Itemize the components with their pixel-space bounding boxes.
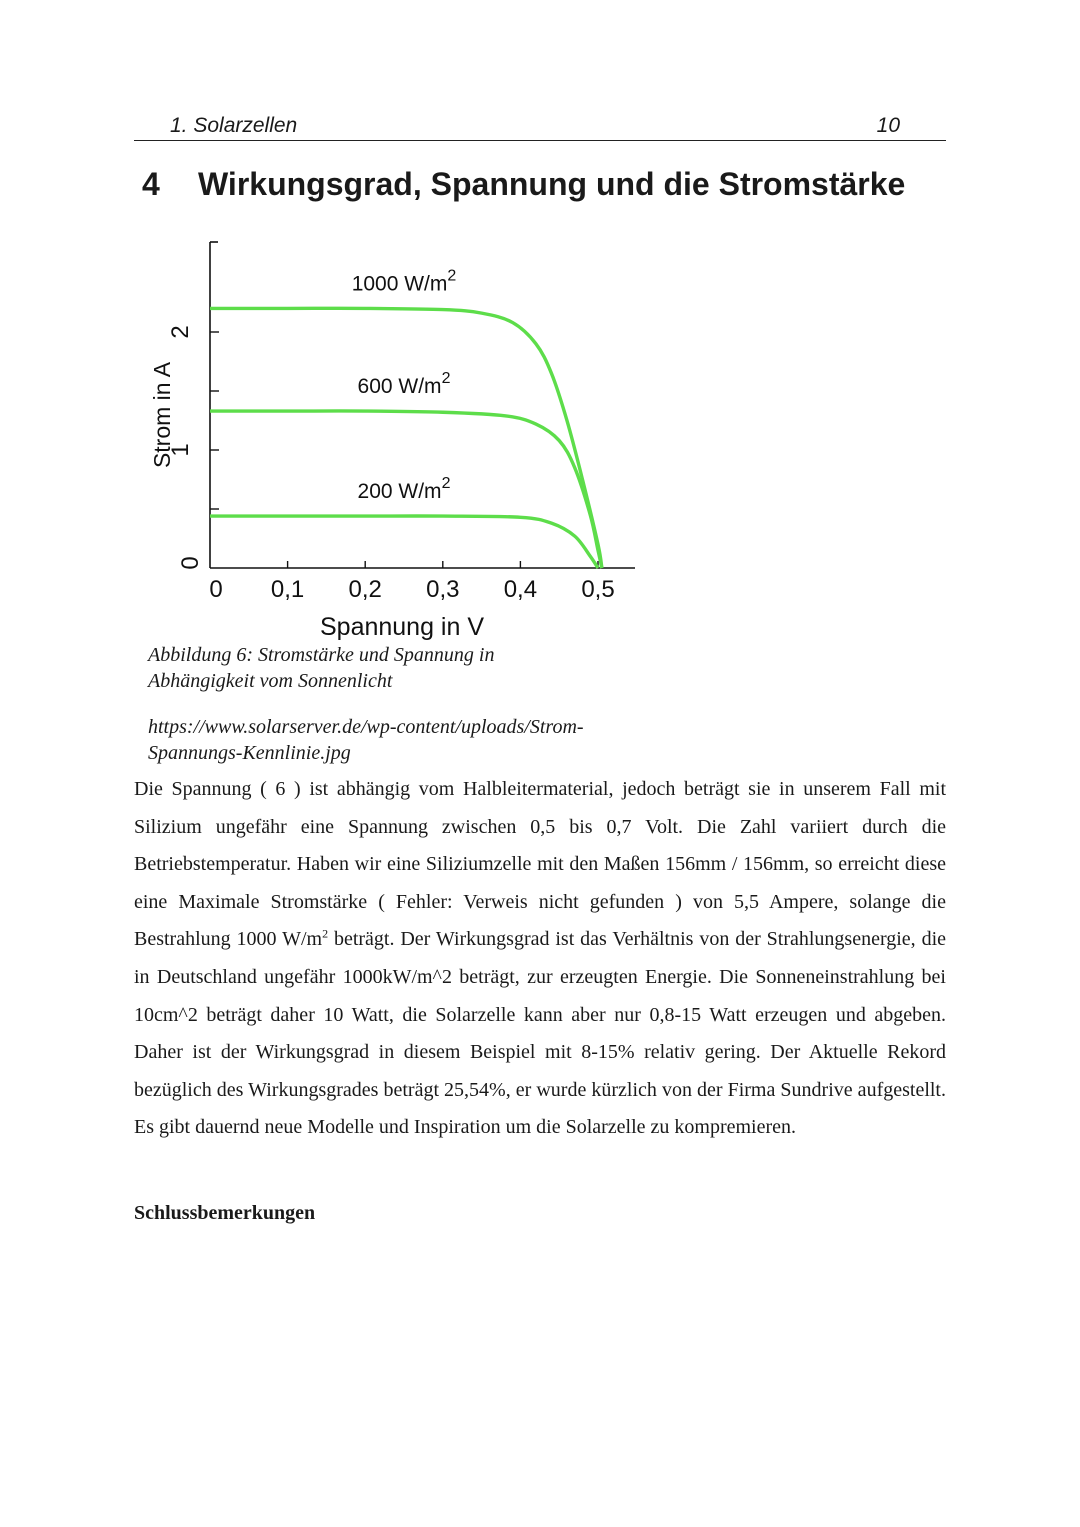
y-tick-label: 2 [167,325,194,339]
x-tick-label: 0,4 [503,576,538,603]
body-paragraph [134,771,946,1147]
y-axis-label: Strom in A [149,361,175,469]
x-tick-label: 0 [209,576,223,603]
curve-label: 200 $W/m^2$ [357,475,451,504]
x-tick-label: 0,5 [581,576,615,603]
body-text-part1: Die Spannung ( 6 ) ist abhängig vom Halbleitermaterial, jedoch beträgt sie in unserem Fall mit Silizium ungefähr eine Spannung zwischen 0,5 bis 0,7 Volt. Die Zahl variiert durch die Betriebstemperatur. Haben wir eine Siliziumzelle mit den Maßen 156mm / 156mm, so erreicht diese eine Maximale Stromstärke ( Fehler: Verweis nicht gefunden ) von 5,5 Ampere, solange die Bestrahlung 1000 W/m [134,778,946,951]
curve-label: 1000 $W/m^2$ [351,267,457,296]
y-tick-label: 1 [167,443,194,457]
section-title: Wirkungsgrad, Spannung und die Stromstärke [198,166,906,202]
figure-source-url: https://www.solarserver.de/wp-content/uploads/Strom-Spannungs-Kennlinie.jpg [148,716,584,764]
irradiance-curve [210,308,602,568]
body-text-part2: beträgt. Der Wirkungsgrad ist das Verhältnis von der Strahlungsenergie, die in Deutschland ungefähr 1000kW/m^2 beträgt, zur erzeugten Energie. Die Sonneneinstrahlung bei 10cm^2 beträgt daher 10 Watt, die Solarzelle kann aber nur 0,8-15 Watt erzeugen und abgeben. Daher ist der Wirkungsgrad in diesem Beispiel mit 8-15% relativ gering. Der Aktuelle Rekord bezüglich des Wirkungsgrades beträgt 25,54%, er wurde kürzlich von der Firma Sundrive aufgestellt. Es gibt dauernd neue Modelle und Inspiration um die Solarzelle zu kompremieren. [134,928,947,1139]
body-superscript: 2 [322,926,329,941]
section-heading [142,166,905,203]
y-tick-label: 0 [177,556,204,570]
section-number: 4 [142,166,160,202]
closing-heading: Schlussbemerkungen [134,1202,316,1224]
x-axis-label: Spannung in V [319,613,485,640]
chapter-title: 1. Solarzellen [170,114,298,137]
figure-caption: Abbildung 6: Stromstärke und Spannung in Abhängigkeit vom Sonnenlicht [148,644,495,692]
irradiance-curve [210,516,598,568]
iv-characteristic-chart [130,230,650,640]
chart-curves [210,308,602,568]
curve-labels [352,267,457,503]
curve-label: 600 $W/m^2$ [357,370,451,399]
page-number: 10 [876,114,900,137]
x-tick-label: 0,2 [348,576,382,603]
running-header [134,112,946,141]
x-tick-label: 0,3 [426,576,460,603]
x-tick-label: 0,1 [270,576,305,603]
